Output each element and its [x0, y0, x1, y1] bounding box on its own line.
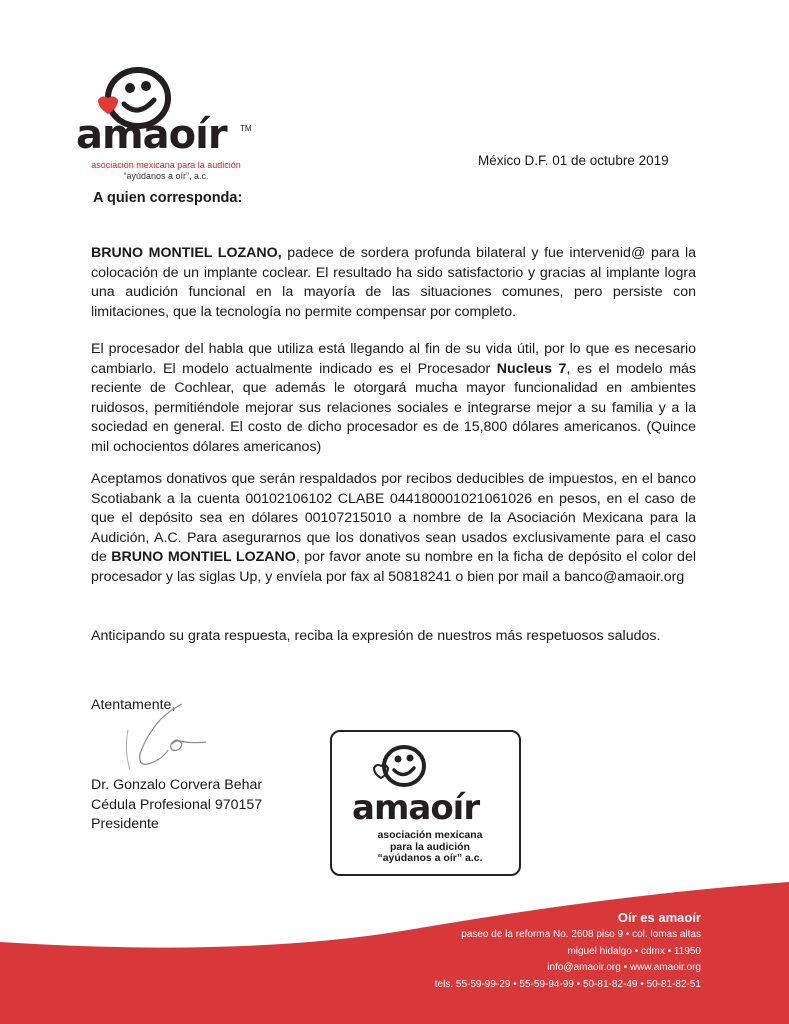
- footer-city: miguel hidalgo • cdmx • 11950: [567, 945, 701, 957]
- letter-date: México D.F. 01 de octubre 2019: [478, 153, 669, 168]
- stamp-line3: “ayúdanos a oír” a.c.: [377, 852, 483, 864]
- paragraph-2: [91, 340, 696, 458]
- footer-contact: [321, 910, 701, 993]
- stamp-line2: para la audición: [390, 840, 470, 853]
- paragraph-2-text-before: El procesador del habla que utiliza está llegando al fin de su vida útil, por lo que es necesario cambiarlo. El modelo actualmente indicado es el Procesador: [91, 341, 696, 377]
- signatory-title: Presidente: [91, 816, 159, 832]
- paragraph-4: Anticipando su grata respuesta, reciba la expresión de nuestros más respetuosos saludos.: [91, 628, 661, 644]
- logo-subtitle-line2: “ayúdanos a oír”, a.c.: [123, 171, 209, 181]
- trademark-symbol: TM: [240, 124, 252, 133]
- handwritten-signature: [110, 700, 230, 780]
- logo: [66, 60, 276, 190]
- signatory-block: [91, 776, 262, 835]
- letter-greeting: A quien corresponda:: [93, 190, 243, 206]
- stamp-text: [350, 830, 510, 865]
- signatory-license: Cédula Profesional 970157: [91, 796, 263, 813]
- patient-name: BRUNO MONTIEL LOZANO,: [91, 245, 282, 261]
- stamp-line1: asociación mexicana: [377, 829, 483, 841]
- logo-subtitle-line1: asociación mexicana para la audición: [91, 160, 241, 170]
- stamp-wordmark: amaoír: [352, 788, 480, 828]
- logo-subtitle: [66, 160, 266, 182]
- footer-address: paseo de la reforma No. 2608 piso 9 • col. lomas altas: [461, 929, 701, 940]
- paragraph-3-text-after: , por favor anote su nombre en la ficha de depósito el color del procesador y las siglas Up, y envíela por fax al 50818241 o bien por mail a banco@amaoir.org: [91, 549, 696, 585]
- paragraph-1: [91, 244, 696, 322]
- footer-web: info@amaoir.org • www.amaoir.org: [547, 962, 701, 973]
- footer-slogan: Oír es amaoír: [617, 910, 701, 925]
- logo-wordmark: amaoír: [76, 112, 227, 158]
- paragraph-1-text: padece de sordera profunda bilateral y fue intervenid@ para la colocación de un implante coclear. El resultado ha sido satisfactorio y gracias al implante logra una audición funcional en la mayoría de las situaciones comunes, pero persiste con limitaciones, que la tecnología no permite compensar por completo.: [91, 245, 696, 320]
- paragraph-3: [91, 470, 696, 588]
- paragraph-3-text-before: Aceptamos donativos que serán respaldados por recibos deducibles de impuestos, en el banco Scotiabank a la cuenta 00102106102 CLABE 044180001021061026 en pesos, en el caso de que el depósito sea en dólares 00107215010 a nombre de la Asociación Mexicana para la Audición, A.C. Para asegurarnos que los donativos sean usados exclusivamente para el caso de: [91, 471, 696, 566]
- paragraph-2-text-after: , es el modelo más reciente de Cochlear, que además le otorgará mucha mayor funcionalidad en ambientes ruidosos, permitiéndole mejorar sus relaciones sociales e integrarse mejor a su familia y a la sociedad en general. El costo de dicho procesador es de 15,800 dólares americanos. (Quince mil ochocientos dólares americanos): [91, 360, 696, 455]
- signatory-name: Dr. Gonzalo Corvera Behar: [91, 777, 263, 793]
- organization-stamp: [330, 730, 521, 876]
- stamp-smiley-icon: [366, 738, 430, 794]
- processor-model: Nucleus 7: [496, 360, 567, 377]
- patient-name: BRUNO MONTIEL LOZANO: [111, 549, 296, 566]
- footer-phones: tels. 55-59-99-29 • 55-59-94-99 • 50-81-82-49 • 50-81-82-51: [434, 978, 701, 990]
- closing: Atentamente,: [91, 697, 176, 713]
